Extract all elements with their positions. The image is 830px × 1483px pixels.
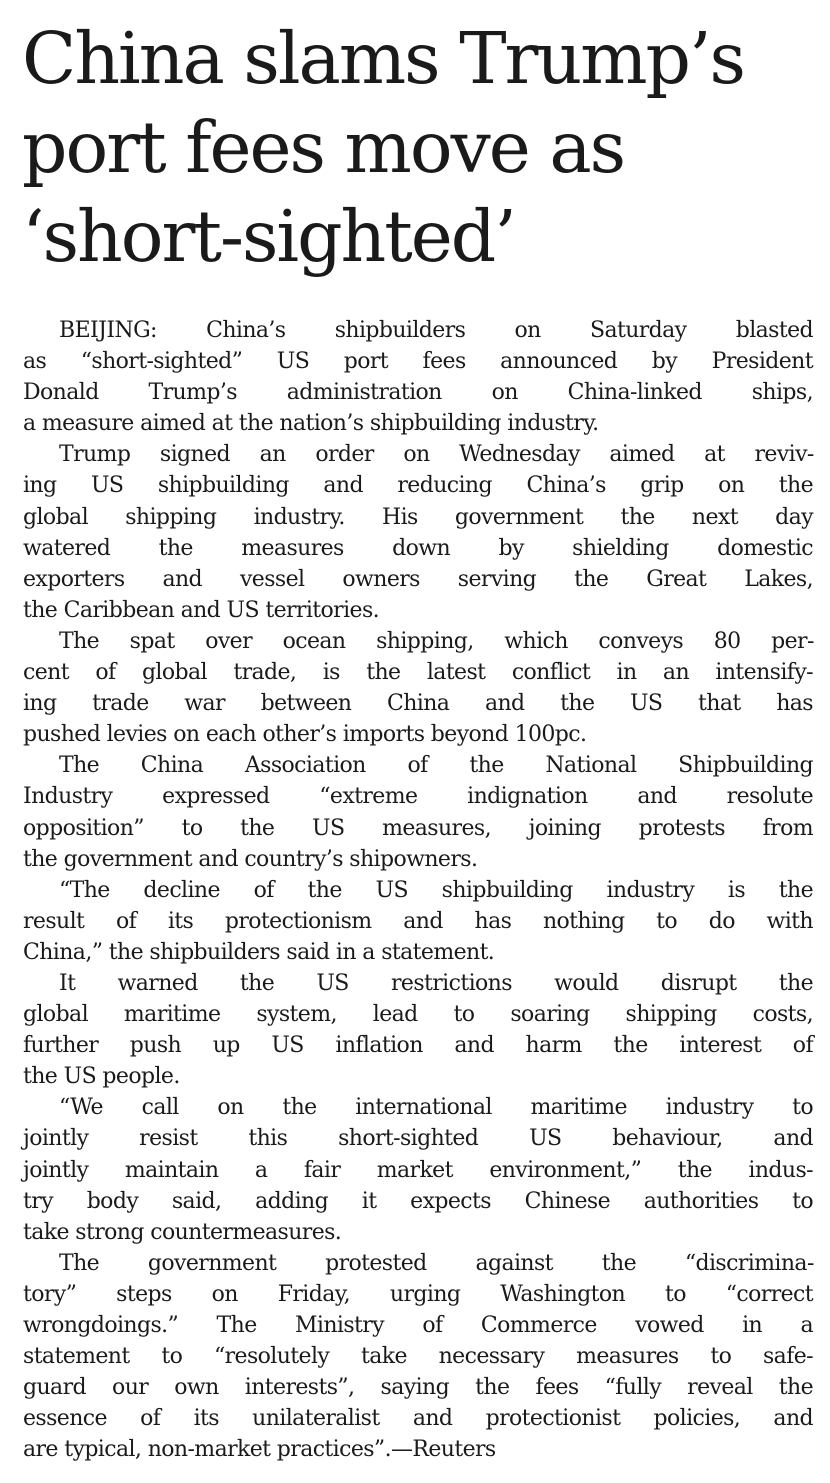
headline-line: ‘short-sighted’ [22, 195, 515, 278]
article-paragraph [23, 1092, 813, 1247]
article-paragraph [23, 1248, 813, 1466]
text-line: further push up US inflation and harm the interest of [23, 1033, 813, 1059]
text-line: global maritime system, lead to soaring shipping costs, [23, 1002, 813, 1028]
text-line: It warned the US restrictions would disrupt the [59, 970, 813, 996]
text-line: ing US shipbuilding and reducing China’s grip on the [23, 473, 813, 499]
text-line: the Caribbean and US territories. [23, 597, 380, 623]
text-line: wrongdoings.” The Ministry of Commerce vowed in a [23, 1313, 813, 1338]
text-line: try body said, adding it expects Chinese authorities to [23, 1188, 813, 1214]
headline-line: port fees move as [22, 106, 625, 189]
article-paragraph [23, 875, 813, 968]
article-headline [22, 14, 822, 281]
text-line: global shipping industry. His government the next day [23, 504, 813, 530]
text-line: are typical, non-market practices”.—Reuters [23, 1437, 496, 1463]
text-line: result of its protectionism and has nothing to do with [23, 908, 813, 934]
article-body [23, 315, 813, 1465]
text-line: jointly resist this short-sighted US behaviour, and [23, 1126, 813, 1152]
text-line: Industry expressed “extreme indignation and resolute [23, 784, 813, 810]
text-line: The government protested against the “discrimina- [59, 1250, 813, 1276]
article-paragraph [23, 968, 813, 1092]
article-paragraph [23, 315, 813, 439]
text-line: The spat over ocean shipping, which conveys 80 per- [59, 628, 813, 654]
text-line: take strong countermeasures. [23, 1219, 342, 1245]
text-line: pushed levies on each other’s imports beyond 100pc. [23, 722, 587, 748]
text-line: a measure aimed at the nation’s shipbuilding industry. [23, 411, 599, 437]
text-line: the government and country’s shipowners. [23, 846, 478, 872]
text-line: The China Association of the National Shipbuilding [59, 753, 813, 779]
text-line: tory” steps on Friday, urging Washington to “correct [23, 1281, 813, 1307]
text-line: China,” the shipbuilders said in a statement. [23, 939, 495, 965]
text-line: exporters and vessel owners serving the Great Lakes, [23, 566, 813, 592]
article-paragraph [23, 439, 813, 626]
text-line: jointly maintain a fair market environment,” the indus- [23, 1157, 813, 1183]
text-line: guard our own interests”, saying the fees “fully reveal the [23, 1375, 813, 1401]
text-line: Donald Trump’s administration on China-linked ships, [23, 380, 813, 406]
text-line: the US people. [23, 1064, 180, 1090]
article-paragraph [23, 750, 813, 874]
text-line: cent of global trade, is the latest conflict in an intensify- [23, 660, 813, 686]
text-line: BEIJING: China’s shipbuilders on Saturday blasted [59, 318, 813, 343]
headline-line: China slams Trump’s [22, 17, 744, 100]
text-line: “We call on the international maritime industry to [59, 1095, 813, 1121]
text-line: ing trade war between China and the US that has [23, 691, 813, 717]
text-line: opposition” to the US measures, joining protests from [23, 815, 813, 841]
text-line: Trump signed an order on Wednesday aimed at reviv- [59, 442, 813, 468]
text-line: watered the measures down by shielding domestic [23, 535, 813, 561]
text-line: essence of its unilateralist and protectionist policies, and [23, 1406, 813, 1432]
article-paragraph [23, 626, 813, 750]
text-line: as “short-sighted” US port fees announced by President [23, 349, 813, 375]
text-line: “The decline of the US shipbuilding industry is the [59, 877, 813, 903]
text-line: statement to “resolutely take necessary measures to safe- [23, 1344, 813, 1370]
